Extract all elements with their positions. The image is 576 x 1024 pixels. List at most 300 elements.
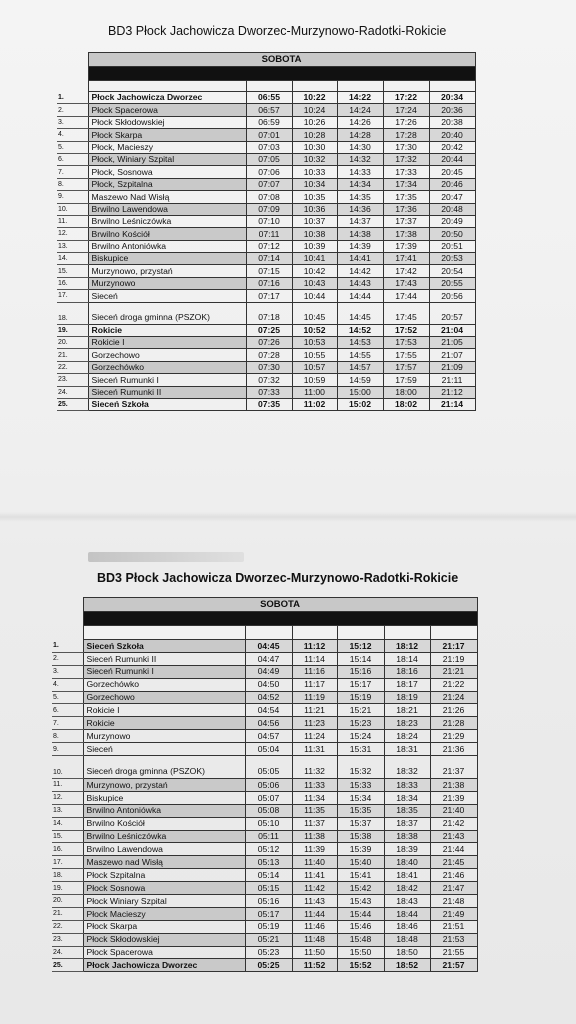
departure-time: 06:59: [246, 116, 292, 128]
row-number: 6.: [52, 704, 83, 717]
stop-name: Płock Szpitalna: [83, 869, 245, 882]
departure-time: 17:43: [383, 277, 429, 289]
table-row: [52, 743, 477, 756]
table-row: [57, 361, 475, 373]
table-row: [52, 678, 477, 691]
departure-time: 05:16: [245, 895, 292, 908]
stop-name: Brwilno Antoniówka: [83, 804, 245, 817]
blank-row: [57, 81, 475, 92]
departure-time: 20:45: [429, 166, 475, 178]
departure-time: 07:01: [246, 129, 292, 141]
stop-name: Brwilno Lawendowa: [83, 843, 245, 856]
table-row: [57, 129, 475, 141]
row-number: 5.: [52, 691, 83, 704]
stop-name: Brwilno Leśniczówka: [83, 830, 245, 843]
departure-time: 07:06: [246, 166, 292, 178]
departure-time: 20:46: [429, 178, 475, 190]
table-row: [52, 856, 477, 869]
departure-time: 14:38: [337, 228, 383, 240]
departure-time: 14:22: [337, 92, 383, 104]
departure-time: 10:44: [292, 290, 337, 302]
table-row: [52, 817, 477, 830]
departure-time: 15:42: [337, 882, 384, 895]
row-number: 15.: [57, 265, 88, 277]
departure-time: 18:42: [384, 882, 430, 895]
departure-time: 11:50: [292, 946, 337, 959]
table-row: [52, 791, 477, 804]
header-row: [52, 598, 477, 612]
departure-time: 17:36: [383, 203, 429, 215]
table-row: [52, 717, 477, 730]
stop-name: Rokicie: [83, 717, 245, 730]
departure-time: 10:53: [292, 337, 337, 349]
departure-time: 11:44: [292, 907, 337, 920]
departure-time: 14:36: [337, 203, 383, 215]
departure-time: 11:33: [292, 779, 337, 792]
stop-name: Maszewo Nad Wisłą: [88, 191, 246, 203]
row-number: 11.: [52, 779, 83, 792]
bar-spacer: [52, 612, 83, 626]
departure-time: 11:00: [292, 386, 337, 398]
departure-time: 11:19: [292, 691, 337, 704]
departure-time: 18:14: [384, 652, 430, 665]
departure-time: 04:57: [245, 730, 292, 743]
departure-time: 20:53: [429, 253, 475, 265]
stop-name: Sieceń: [83, 743, 245, 756]
departure-time: 07:10: [246, 215, 292, 227]
stop-name: Płock Skłodowskiej: [88, 116, 246, 128]
departure-time: 20:40: [429, 129, 475, 141]
departure-time: 21:45: [430, 856, 477, 869]
departure-time: 15:14: [337, 652, 384, 665]
black-bar: [88, 67, 475, 81]
departure-time: 18:32: [384, 756, 430, 779]
blank-cell: [245, 626, 292, 640]
blank-spacer: [57, 81, 88, 92]
blank-cell: [88, 81, 246, 92]
departure-time: 14:37: [337, 215, 383, 227]
departure-time: 11:02: [292, 398, 337, 410]
stop-name: Płock Spacerowa: [83, 946, 245, 959]
table-row: [52, 804, 477, 817]
departure-time: 07:32: [246, 374, 292, 386]
departure-time: 15:33: [337, 779, 384, 792]
departure-time: 05:21: [245, 933, 292, 946]
departure-time: 10:43: [292, 277, 337, 289]
stop-name: Płock, Winiary Szpital: [88, 153, 246, 165]
departure-time: 21:38: [430, 779, 477, 792]
departure-time: 18:31: [384, 743, 430, 756]
stop-name: Murzynowo, przystań: [88, 265, 246, 277]
table-row: [57, 265, 475, 277]
departure-time: 10:38: [292, 228, 337, 240]
departure-time: 18:40: [384, 856, 430, 869]
stop-name: Brwilno Antoniówka: [88, 240, 246, 252]
departure-time: 07:28: [246, 349, 292, 361]
departure-time: 15:23: [337, 717, 384, 730]
departure-time: 11:38: [292, 830, 337, 843]
departure-time: 18:35: [384, 804, 430, 817]
blank-spacer: [52, 626, 83, 640]
stop-name: Rokicie I: [83, 704, 245, 717]
departure-time: 14:42: [337, 265, 383, 277]
departure-time: 15:17: [337, 678, 384, 691]
departure-time: 21:37: [430, 756, 477, 779]
day-header: SOBOTA: [88, 53, 475, 67]
stop-name: Płock Jachowicza Dworzec: [83, 959, 245, 972]
header-spacer: [52, 598, 83, 612]
departure-time: 14:45: [337, 302, 383, 324]
departure-time: 21:19: [430, 652, 477, 665]
departure-time: 05:25: [245, 959, 292, 972]
departure-time: 14:52: [337, 324, 383, 336]
departure-time: 21:43: [430, 830, 477, 843]
paper-fold: [0, 512, 576, 522]
table-row: [52, 830, 477, 843]
departure-time: 10:28: [292, 129, 337, 141]
stop-name: Sieceń Rumunki I: [88, 374, 246, 386]
departure-time: 07:33: [246, 386, 292, 398]
departure-time: 21:17: [430, 640, 477, 653]
departure-time: 11:17: [292, 678, 337, 691]
departure-time: 14:33: [337, 166, 383, 178]
departure-time: 11:52: [292, 959, 337, 972]
departure-time: 20:49: [429, 215, 475, 227]
departure-time: 21:47: [430, 882, 477, 895]
row-number: 24.: [52, 946, 83, 959]
blank-cell: [430, 626, 477, 640]
stop-name: Sieceń Rumunki I: [83, 665, 245, 678]
stop-name: Sieceń droga gminna (PSZOK): [88, 302, 246, 324]
departure-time: 18:17: [384, 678, 430, 691]
departure-time: 20:34: [429, 92, 475, 104]
stop-name: Rokicie I: [88, 337, 246, 349]
departure-time: 04:56: [245, 717, 292, 730]
departure-time: 21:48: [430, 895, 477, 908]
departure-time: 21:49: [430, 907, 477, 920]
stop-name: Płock Skarpa: [88, 129, 246, 141]
departure-time: 11:24: [292, 730, 337, 743]
departure-time: 20:38: [429, 116, 475, 128]
table-row: [57, 104, 475, 116]
departure-time: 05:23: [245, 946, 292, 959]
departure-time: 11:16: [292, 665, 337, 678]
row-number: 1.: [57, 92, 88, 104]
departure-time: 15:16: [337, 665, 384, 678]
row-number: 14.: [57, 253, 88, 265]
departure-time: 21:57: [430, 959, 477, 972]
stop-name: Sieceń Rumunki II: [83, 652, 245, 665]
table-row: [52, 895, 477, 908]
departure-time: 14:57: [337, 361, 383, 373]
departure-time: 18:23: [384, 717, 430, 730]
timetable-1-title: BD3 Płock Jachowicza Dworzec-Murzynowo-Radotki-Rokicie: [108, 24, 447, 38]
timetable-2: [52, 597, 478, 972]
departure-time: 17:52: [383, 324, 429, 336]
stop-name: Brwilno Lawendowa: [88, 203, 246, 215]
departure-time: 15:35: [337, 804, 384, 817]
table-row: [52, 933, 477, 946]
table-row: [52, 907, 477, 920]
departure-time: 17:35: [383, 191, 429, 203]
table-row: [52, 959, 477, 972]
black-bar-row: [57, 67, 475, 81]
departure-time: 11:40: [292, 856, 337, 869]
departure-time: 05:13: [245, 856, 292, 869]
row-number: 9.: [57, 191, 88, 203]
departure-time: 18:00: [383, 386, 429, 398]
table-row: [57, 374, 475, 386]
departure-time: 04:54: [245, 704, 292, 717]
row-number: 10.: [52, 756, 83, 779]
departure-time: 04:49: [245, 665, 292, 678]
table-row: [57, 302, 475, 324]
row-number: 18.: [52, 869, 83, 882]
departure-time: 14:43: [337, 277, 383, 289]
departure-time: 14:35: [337, 191, 383, 203]
row-number: 3.: [57, 116, 88, 128]
stop-name: Murzynowo: [83, 730, 245, 743]
departure-time: 14:55: [337, 349, 383, 361]
table-row: [57, 228, 475, 240]
row-number: 3.: [52, 665, 83, 678]
departure-time: 05:08: [245, 804, 292, 817]
departure-time: 21:26: [430, 704, 477, 717]
departure-time: 10:59: [292, 374, 337, 386]
departure-time: 11:39: [292, 843, 337, 856]
row-number: 14.: [52, 817, 83, 830]
departure-time: 07:12: [246, 240, 292, 252]
departure-time: 20:47: [429, 191, 475, 203]
departure-time: 20:50: [429, 228, 475, 240]
departure-time: 05:07: [245, 791, 292, 804]
departure-time: 10:55: [292, 349, 337, 361]
departure-time: 05:11: [245, 830, 292, 843]
departure-time: 18:24: [384, 730, 430, 743]
row-number: 15.: [52, 830, 83, 843]
departure-time: 15:50: [337, 946, 384, 959]
row-number: 17.: [52, 856, 83, 869]
table-row: [57, 178, 475, 190]
blank-cell: [292, 81, 337, 92]
table-row: [57, 92, 475, 104]
departure-time: 21:28: [430, 717, 477, 730]
table-row: [57, 191, 475, 203]
departure-time: 11:46: [292, 920, 337, 933]
row-number: 23.: [57, 374, 88, 386]
departure-time: 20:48: [429, 203, 475, 215]
departure-time: 07:15: [246, 265, 292, 277]
departure-time: 07:35: [246, 398, 292, 410]
departure-time: 10:35: [292, 191, 337, 203]
departure-time: 07:26: [246, 337, 292, 349]
departure-time: 10:32: [292, 153, 337, 165]
departure-time: 11:32: [292, 756, 337, 779]
table-row: [52, 882, 477, 895]
departure-time: 14:28: [337, 129, 383, 141]
black-bar-row: [52, 612, 477, 626]
stop-name: Murzynowo, przystań: [83, 779, 245, 792]
table-row: [52, 704, 477, 717]
departure-time: 04:47: [245, 652, 292, 665]
row-number: 8.: [52, 730, 83, 743]
departure-time: 11:31: [292, 743, 337, 756]
departure-time: 14:53: [337, 337, 383, 349]
stop-name: Murzynowo: [88, 277, 246, 289]
departure-time: 10:22: [292, 92, 337, 104]
row-number: 20.: [57, 337, 88, 349]
departure-time: 17:38: [383, 228, 429, 240]
departure-time: 17:33: [383, 166, 429, 178]
departure-time: 21:40: [430, 804, 477, 817]
row-number: 4.: [57, 129, 88, 141]
departure-time: 20:36: [429, 104, 475, 116]
departure-time: 15:48: [337, 933, 384, 946]
blank-cell: [337, 626, 384, 640]
stop-name: Płock, Sosnowa: [88, 166, 246, 178]
departure-time: 07:03: [246, 141, 292, 153]
departure-time: 04:52: [245, 691, 292, 704]
departure-time: 10:42: [292, 265, 337, 277]
departure-time: 15:43: [337, 895, 384, 908]
departure-time: 21:21: [430, 665, 477, 678]
departure-time: 17:39: [383, 240, 429, 252]
departure-time: 21:24: [430, 691, 477, 704]
departure-time: 05:12: [245, 843, 292, 856]
timetable-2-title: BD3 Płock Jachowicza Dworzec-Murzynowo-Radotki-Rokicie: [97, 571, 459, 585]
departure-time: 17:30: [383, 141, 429, 153]
table-row: [57, 290, 475, 302]
departure-time: 14:34: [337, 178, 383, 190]
day-header: SOBOTA: [83, 598, 477, 612]
row-number: 25.: [52, 959, 83, 972]
departure-time: 21:29: [430, 730, 477, 743]
row-number: 4.: [52, 678, 83, 691]
departure-time: 07:14: [246, 253, 292, 265]
timetable-1: [57, 52, 476, 411]
stop-name: Rokicie: [88, 324, 246, 336]
row-number: 18.: [57, 302, 88, 324]
header-row: [57, 53, 475, 67]
departure-time: 18:34: [384, 791, 430, 804]
departure-time: 14:44: [337, 290, 383, 302]
row-number: 1.: [52, 640, 83, 653]
departure-time: 11:41: [292, 869, 337, 882]
departure-time: 14:41: [337, 253, 383, 265]
stop-name: Biskupice: [88, 253, 246, 265]
departure-time: 17:41: [383, 253, 429, 265]
table-row: [57, 277, 475, 289]
departure-time: 20:44: [429, 153, 475, 165]
departure-time: 07:11: [246, 228, 292, 240]
departure-time: 15:40: [337, 856, 384, 869]
row-number: 22.: [52, 920, 83, 933]
departure-time: 11:21: [292, 704, 337, 717]
departure-time: 18:16: [384, 665, 430, 678]
departure-time: 06:57: [246, 104, 292, 116]
departure-time: 17:55: [383, 349, 429, 361]
row-number: 11.: [57, 215, 88, 227]
departure-time: 17:24: [383, 104, 429, 116]
departure-time: 21:04: [429, 324, 475, 336]
row-number: 8.: [57, 178, 88, 190]
table-row: [57, 349, 475, 361]
departure-time: 17:32: [383, 153, 429, 165]
stop-name: Płock Skarpa: [83, 920, 245, 933]
stop-name: Sieceń droga gminna (PSZOK): [83, 756, 245, 779]
departure-time: 05:10: [245, 817, 292, 830]
departure-time: 21:14: [429, 398, 475, 410]
departure-time: 11:37: [292, 817, 337, 830]
departure-time: 10:37: [292, 215, 337, 227]
departure-time: 18:39: [384, 843, 430, 856]
departure-time: 15:31: [337, 743, 384, 756]
departure-time: 18:52: [384, 959, 430, 972]
departure-time: 18:21: [384, 704, 430, 717]
departure-time: 21:53: [430, 933, 477, 946]
departure-time: 21:42: [430, 817, 477, 830]
row-number: 13.: [57, 240, 88, 252]
departure-time: 20:56: [429, 290, 475, 302]
stop-name: Sieceń Szkoła: [83, 640, 245, 653]
stop-name: Płock Skłodowskiej: [83, 933, 245, 946]
stop-name: Sieceń Szkoła: [88, 398, 246, 410]
departure-time: 18:44: [384, 907, 430, 920]
departure-time: 18:41: [384, 869, 430, 882]
departure-time: 05:15: [245, 882, 292, 895]
departure-time: 15:46: [337, 920, 384, 933]
departure-time: 15:19: [337, 691, 384, 704]
row-number: 17.: [57, 290, 88, 302]
black-bar: [83, 612, 477, 626]
table-row: [57, 203, 475, 215]
blank-cell: [384, 626, 430, 640]
row-number: 12.: [52, 791, 83, 804]
departure-time: 14:26: [337, 116, 383, 128]
departure-time: 17:28: [383, 129, 429, 141]
stop-name: Gorzechowo: [83, 691, 245, 704]
departure-time: 18:12: [384, 640, 430, 653]
departure-time: 10:30: [292, 141, 337, 153]
table-row: [52, 730, 477, 743]
table-row: [57, 116, 475, 128]
departure-time: 17:34: [383, 178, 429, 190]
departure-time: 05:04: [245, 743, 292, 756]
departure-time: 21:11: [429, 374, 475, 386]
stop-name: Płock Jachowicza Dworzec: [88, 92, 246, 104]
departure-time: 10:41: [292, 253, 337, 265]
row-number: 6.: [57, 153, 88, 165]
stop-name: Brwilno Kościół: [88, 228, 246, 240]
departure-time: 04:50: [245, 678, 292, 691]
stop-name: Płock Macieszy: [83, 907, 245, 920]
table-row: [52, 756, 477, 779]
departure-time: 11:48: [292, 933, 337, 946]
table-row: [57, 240, 475, 252]
row-number: 2.: [57, 104, 88, 116]
departure-time: 17:22: [383, 92, 429, 104]
departure-time: 07:30: [246, 361, 292, 373]
row-number: 23.: [52, 933, 83, 946]
row-number: 13.: [52, 804, 83, 817]
row-number: 25.: [57, 398, 88, 410]
stop-name: Sieceń: [88, 290, 246, 302]
departure-time: 14:32: [337, 153, 383, 165]
departure-time: 17:59: [383, 374, 429, 386]
departure-time: 05:17: [245, 907, 292, 920]
departure-time: 11:12: [292, 640, 337, 653]
stop-name: Gorzechówko: [88, 361, 246, 373]
